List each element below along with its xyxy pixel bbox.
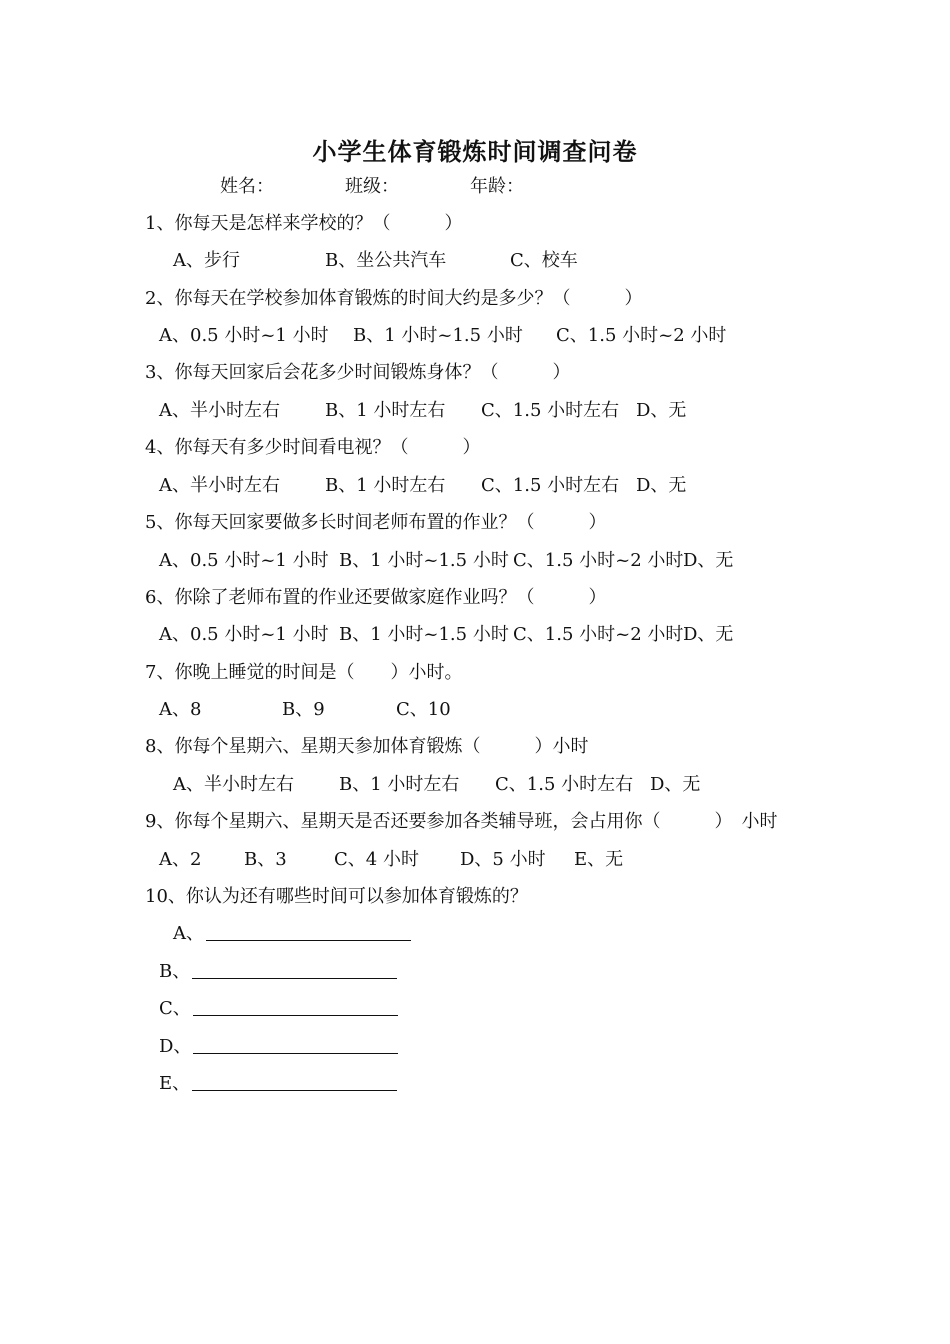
option-d[interactable]: D、无	[683, 624, 734, 645]
question-text: 6、你除了老师布置的作业还要做家庭作业吗？（ ）	[145, 587, 607, 608]
question-text: 4、你每天有多少时间看电视？（ ）	[145, 437, 481, 458]
option-a[interactable]: A、步行	[173, 250, 240, 271]
option-c[interactable]: C、1.5 小时~2 小时	[556, 325, 727, 346]
question-text: 5、你每天回家要做多长时间老师布置的作业？（ ）	[145, 512, 607, 533]
option-d[interactable]: D、无	[636, 400, 687, 421]
option-a[interactable]: A、半小时左右	[159, 400, 280, 421]
answer-label-b: B、	[159, 961, 191, 982]
option-c[interactable]: C、1.5 小时~2 小时	[513, 550, 684, 571]
answer-blank-d[interactable]	[193, 1033, 398, 1054]
option-d[interactable]: D、无	[650, 774, 701, 795]
option-a[interactable]: A、半小时左右	[173, 774, 294, 795]
question-text: 8、你每个星期六、星期天参加体育锻炼（ ）小时	[145, 736, 589, 757]
option-c[interactable]: C、1.5 小时~2 小时	[513, 624, 684, 645]
answer-label-c: C、	[159, 998, 191, 1019]
option-c[interactable]: C、1.5 小时左右	[481, 400, 620, 421]
answer-label-d: D、	[159, 1036, 192, 1057]
option-c[interactable]: C、10	[396, 699, 451, 720]
option-c[interactable]: C、4 小时	[334, 849, 419, 870]
option-e[interactable]: E、无	[574, 849, 624, 870]
answer-blank-a[interactable]	[206, 920, 411, 941]
answer-blank-c[interactable]	[193, 995, 398, 1016]
option-b[interactable]: B、坐公共汽车	[325, 250, 447, 271]
option-a[interactable]: A、8	[159, 699, 202, 720]
question-text: 7、你晚上睡觉的时间是（ ）小时。	[145, 662, 463, 683]
option-a[interactable]: A、2	[159, 849, 202, 870]
question-text: 9、你每个星期六、星期天是否还要参加各类辅导班，会占用你（ ） 小时	[145, 811, 778, 832]
question-text: 1、你每天是怎样来学校的？（ ）	[145, 213, 463, 234]
option-b[interactable]: B、1 小时左右	[325, 475, 446, 496]
question-text: 3、你每天回家后会花多少时间锻炼身体？（ ）	[145, 362, 571, 383]
page-title: 小学生体育锻炼时间调查问卷	[312, 137, 638, 166]
option-c[interactable]: C、校车	[510, 250, 578, 271]
option-b[interactable]: B、1 小时左右	[325, 400, 446, 421]
option-c[interactable]: C、1.5 小时左右	[481, 475, 620, 496]
option-a[interactable]: A、半小时左右	[159, 475, 280, 496]
option-b[interactable]: B、1 小时~1.5 小时	[353, 325, 523, 346]
option-a[interactable]: A、0.5 小时~1 小时	[159, 624, 329, 645]
age-label: 年龄：	[470, 176, 524, 197]
option-a[interactable]: A、0.5 小时~1 小时	[159, 325, 329, 346]
option-c[interactable]: C、1.5 小时左右	[495, 774, 634, 795]
option-b[interactable]: B、1 小时左右	[339, 774, 460, 795]
option-b[interactable]: B、3	[244, 849, 287, 870]
name-label: 姓名：	[220, 176, 274, 197]
question-text: 10、你认为还有哪些时间可以参加体育锻炼的？	[145, 886, 528, 907]
answer-blank-b[interactable]	[192, 958, 397, 979]
option-d[interactable]: D、无	[636, 475, 687, 496]
answer-blank-e[interactable]	[192, 1070, 397, 1091]
option-b[interactable]: B、1 小时~1.5 小时	[339, 550, 509, 571]
answer-label-e: E、	[159, 1073, 191, 1094]
option-b[interactable]: B、9	[282, 699, 325, 720]
question-text: 2、你每天在学校参加体育锻炼的时间大约是多少？（ ）	[145, 288, 643, 309]
option-a[interactable]: A、0.5 小时~1 小时	[159, 550, 329, 571]
option-d[interactable]: D、无	[683, 550, 734, 571]
option-b[interactable]: B、1 小时~1.5 小时	[339, 624, 509, 645]
class-label: 班级：	[345, 176, 399, 197]
answer-label-a: A、	[173, 923, 204, 944]
option-d[interactable]: D、5 小时	[460, 849, 546, 870]
